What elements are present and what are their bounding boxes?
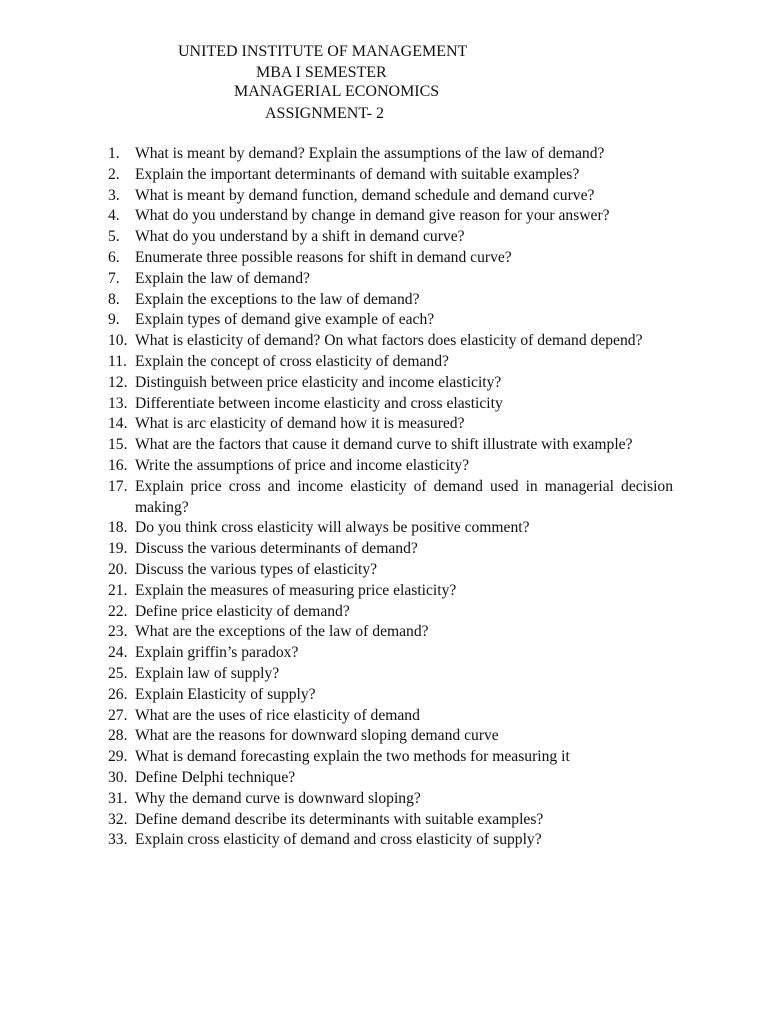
question-text: What are the exceptions of the law of demand? [135,623,429,641]
question-text: Explain the important determinants of demand with suitable examples? [135,165,580,183]
question-item [108,768,673,789]
question-number: 28. [108,727,128,745]
question-number: 27. [108,706,128,724]
question-item [108,248,673,269]
question-text: What is elasticity of demand? On what factors does elasticity of demand depend? [135,332,643,350]
question-number: 3. [108,186,120,204]
question-number: 11. [108,352,127,370]
question-text: What is meant by demand function, demand schedule and demand curve? [135,186,595,204]
question-text: Do you think cross elasticity will always be positive comment? [135,519,530,537]
question-text: Write the assumptions of price and income elasticity? [135,456,470,474]
question-number: 24. [108,644,128,662]
question-item [108,581,673,602]
question-item [108,456,673,477]
question-number: 13. [108,394,128,412]
question-item [108,810,673,831]
question-text: Explain types of demand give example of each? [135,311,435,329]
question-item [108,706,673,727]
assignment-title: ASSIGNMENT- 2 [265,105,384,122]
question-item [108,227,673,248]
question-item [108,186,673,207]
question-item [108,290,673,311]
question-text: Explain law of supply? [135,664,280,682]
question-number: 8. [108,290,120,308]
question-item [108,602,673,623]
question-number: 26. [108,685,128,703]
question-number: 31. [108,789,128,807]
question-item [108,622,673,643]
question-item [108,477,673,519]
question-text: Explain the measures of measuring price elasticity? [135,581,457,599]
question-item [108,206,673,227]
question-text: What do you understand by a shift in demand curve? [135,228,465,246]
question-number: 17. [108,477,128,495]
question-number: 6. [108,248,120,266]
question-text: What is meant by demand? Explain the assumptions of the law of demand? [135,145,605,162]
question-item [108,269,673,290]
question-number: 7. [108,269,120,287]
question-text: Explain the exceptions to the law of demand? [135,290,420,308]
question-number: 21. [108,581,128,599]
question-text: Explain the concept of cross elasticity of demand? [135,352,449,370]
question-number: 30. [108,768,128,786]
question-number: 32. [108,810,128,828]
question-number: 23. [108,623,128,641]
question-text: Discuss the various determinants of demand? [135,540,418,558]
question-item [108,394,673,415]
question-number: 2. [108,165,120,183]
question-item [108,539,673,560]
question-item [108,144,673,165]
question-number: 15. [108,436,128,454]
question-text: Explain Elasticity of supply? [135,685,316,703]
question-item [108,789,673,810]
question-number: 19. [108,540,128,558]
program-title: MBA I SEMESTER [256,64,387,81]
question-number: 18. [108,519,128,537]
question-text: What do you understand by change in demand give reason for your answer? [135,207,610,225]
question-text: Define demand describe its determinants with suitable examples? [135,810,544,828]
question-item [108,165,673,186]
question-item [108,664,673,685]
question-text: Differentiate between income elasticity and cross elasticity [135,394,503,412]
question-item [108,435,673,456]
question-text: Why the demand curve is downward sloping? [135,789,421,807]
question-text: Define Delphi technique? [135,768,296,786]
institute-title: UNITED INSTITUTE OF MANAGEMENT [178,43,468,60]
question-number: 9. [108,311,120,329]
question-text: Explain price cross and income elasticity of demand used in managerial decision making? [135,477,673,516]
question-text: What is arc elasticity of demand how it is measured? [135,415,465,433]
question-item [108,518,673,539]
question-number: 5. [108,228,120,246]
question-text: What are the factors that cause it demand curve to shift illustrate with example? [135,436,633,454]
question-item [108,726,673,747]
subject-title: MANAGERIAL ECONOMICS [234,83,440,100]
question-text: Explain griffin’s paradox? [135,644,299,662]
question-number: 12. [108,373,128,391]
question-number: 1. [108,145,120,162]
question-number: 4. [108,207,120,225]
question-number: 33. [108,831,128,849]
question-number: 10. [108,332,128,350]
question-number: 29. [108,748,128,766]
question-text: Explain the law of demand? [135,269,310,287]
question-item [108,685,673,706]
question-number: 14. [108,415,128,433]
question-text: Explain cross elasticity of demand and cross elasticity of supply? [135,831,542,849]
question-number: 25. [108,664,128,682]
question-text: What are the reasons for downward sloping demand curve [135,727,499,745]
question-item [108,414,673,435]
question-item [108,643,673,664]
question-text: Distinguish between price elasticity and income elasticity? [135,373,502,391]
question-item [108,560,673,581]
question-item [108,830,673,851]
question-number: 20. [108,560,128,578]
question-item [108,373,673,394]
question-item [108,331,673,352]
question-text: Define price elasticity of demand? [135,602,350,620]
question-number: 22. [108,602,128,620]
question-item [108,747,673,768]
question-item [108,310,673,331]
question-text: Discuss the various types of elasticity? [135,560,378,578]
question-text: What are the uses of rice elasticity of demand [135,706,420,724]
question-item [108,352,673,373]
question-list [108,144,673,851]
question-text: What is demand forecasting explain the two methods for measuring it [135,748,570,766]
question-number: 16. [108,456,128,474]
question-text: Enumerate three possible reasons for shift in demand curve? [135,248,512,266]
